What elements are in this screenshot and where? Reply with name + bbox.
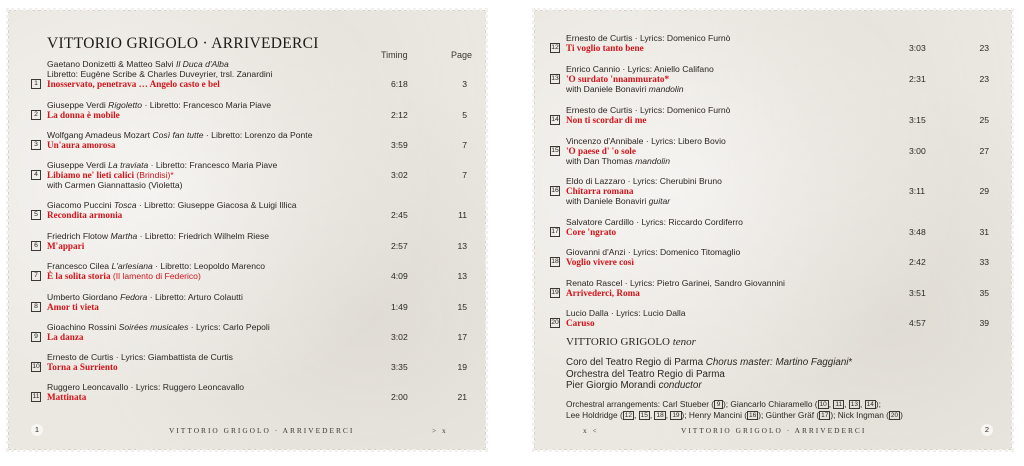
track-timing: 3:59 bbox=[391, 140, 408, 150]
track-title: Caruso bbox=[566, 318, 595, 329]
track-title: La danza bbox=[47, 332, 84, 343]
track-libretto: · Libretto: Francesco Maria Piave bbox=[148, 160, 278, 170]
track-number: 18 bbox=[551, 258, 559, 265]
track-page: 13 bbox=[457, 271, 467, 281]
album-title: VITTORIO GRIGOLO · ARRIVEDERCI bbox=[47, 35, 319, 52]
track-timing: 3:15 bbox=[909, 115, 926, 125]
track-libretto: · Libretto: Francesco Maria Piave bbox=[142, 100, 272, 110]
arrangement-credits: Orchestral arrangements: Carl Stueber ( 9 ); Giancarlo Chiaramello ( 10 , 11 , 13 , 14 ); Lee Holdridge ( 12 , 15 , 18 , 19 ); Henry Mancini ( 16 ); Günther Gräf ( 17 ); Nick Ingman ( 20 ) bbox=[566, 399, 903, 420]
track-credit: Giuseppe Verdi bbox=[47, 100, 109, 110]
track-number: 11 bbox=[32, 393, 40, 400]
track-featuring: with Dan Thomas bbox=[566, 156, 636, 167]
track-badge: 10 bbox=[819, 401, 827, 408]
track-credit: Eldo di Lazzaro · Lyrics: Cherubini Bruno bbox=[566, 176, 722, 186]
booklet-page-right bbox=[534, 10, 1012, 450]
track-instrument: mandolin bbox=[648, 84, 684, 95]
arranger-label: ) bbox=[900, 410, 903, 420]
track-number: 15 bbox=[551, 147, 559, 154]
performer-name: VITTORIO GRIGOLO bbox=[566, 336, 670, 348]
track-work: La traviata bbox=[108, 160, 149, 170]
track-work: Il Duca d'Alba bbox=[175, 59, 229, 69]
track-libretto: · Libretto: Giuseppe Giacosa & Luigi Illica bbox=[136, 200, 297, 210]
track-page: 19 bbox=[457, 362, 467, 372]
track-number: 14 bbox=[551, 116, 559, 123]
track-page: 31 bbox=[979, 227, 989, 237]
track-title: 'O paese d' 'o sole bbox=[566, 146, 636, 157]
track-timing: 6:18 bbox=[391, 79, 408, 89]
choir-name: Coro del Teatro Regio di Parma bbox=[566, 357, 706, 368]
track-number: 17 bbox=[551, 228, 559, 235]
track-credit: Gioachino Rossini bbox=[47, 322, 119, 332]
track-title: Voglio vivere così bbox=[566, 257, 634, 268]
track-number: 16 bbox=[551, 187, 559, 194]
arranger-label: ); Nick Ingman ( bbox=[830, 410, 889, 420]
column-header-timing: Timing bbox=[381, 50, 408, 60]
track-work: Soirées musicales bbox=[118, 322, 189, 332]
track-libretto: · Libretto: Friedrich Wilhelm Riese bbox=[137, 231, 270, 241]
booklet-page-left bbox=[8, 10, 486, 450]
track-page: 23 bbox=[979, 74, 989, 84]
track-timing: 3:03 bbox=[909, 43, 926, 53]
track-title: Recondita armonia bbox=[47, 210, 123, 221]
track-timing: 3:51 bbox=[909, 288, 926, 298]
track-work: Tosca bbox=[113, 200, 137, 210]
track-number: 7 bbox=[31, 271, 41, 281]
track-page: 3 bbox=[462, 79, 467, 89]
track-credit: Gaetano Donizetti & Matteo Salvi bbox=[47, 59, 176, 69]
track-credit: Wolfgang Amadeus Mozart bbox=[47, 130, 153, 140]
chorus-master: Chorus master: Martino Faggiani bbox=[705, 357, 849, 368]
page-footer: VITTORIO GRIGOLO · ARRIVEDERCI bbox=[169, 426, 355, 435]
orchestra-name: Orchestra del Teatro Regio di Parma bbox=[566, 368, 725, 380]
page-footer: VITTORIO GRIGOLO · ARRIVEDERCI bbox=[681, 426, 867, 435]
track-libretto: · Libretto: Lorenzo da Ponte bbox=[203, 130, 313, 140]
track-number: 12 bbox=[551, 44, 559, 51]
performer-role: tenor bbox=[672, 336, 696, 348]
track-title: M'appari bbox=[47, 241, 85, 252]
page-number: 2 bbox=[981, 424, 993, 436]
track-credit: Ruggero Leoncavallo · Lyrics: Ruggero Leoncavallo bbox=[47, 382, 244, 392]
page-number: 1 bbox=[31, 424, 43, 436]
track-number: 5 bbox=[31, 210, 41, 220]
track-credit: Giacomo Puccini bbox=[47, 200, 114, 210]
track-page: 39 bbox=[979, 318, 989, 328]
track-timing: 3:35 bbox=[391, 362, 408, 372]
track-credit: Ernesto de Curtis · Lyrics: Giambattista de Curtis bbox=[47, 352, 233, 362]
ensemble-credits bbox=[566, 357, 1006, 392]
conductor-role: conductor bbox=[658, 380, 702, 391]
track-libretto: · Libretto: Arturo Colautti bbox=[147, 292, 243, 302]
arranger-label: ); bbox=[875, 399, 881, 409]
track-number: 9 bbox=[31, 332, 41, 342]
track-timing: 2:57 bbox=[391, 241, 408, 251]
track-number: 8 bbox=[31, 302, 41, 312]
track-credit: Lucio Dalla · Lyrics: Lucio Dalla bbox=[566, 308, 686, 318]
track-title: Chitarra romana bbox=[566, 186, 634, 197]
track-timing: 2:45 bbox=[391, 210, 408, 220]
track-page: 11 bbox=[458, 210, 467, 220]
track-badge: 20 bbox=[890, 412, 899, 419]
track-timing: 2:12 bbox=[391, 110, 408, 120]
track-page: 33 bbox=[979, 257, 989, 267]
track-libretto: · Lyrics: Carlo Pepoli bbox=[188, 322, 270, 332]
track-title: La donna è mobile bbox=[47, 110, 120, 121]
track-page: 7 bbox=[462, 170, 467, 180]
track-work: Così fan tutte bbox=[152, 130, 204, 140]
track-page: 13 bbox=[457, 241, 467, 251]
track-timing: 3:02 bbox=[391, 170, 408, 180]
track-page: 23 bbox=[979, 43, 989, 53]
track-work: Martha bbox=[110, 231, 138, 241]
track-credit: Giuseppe Verdi bbox=[47, 160, 109, 170]
track-title: Torna a Surriento bbox=[47, 362, 118, 373]
track-number: 10 bbox=[32, 363, 40, 370]
track-title: Non ti scordar di me bbox=[566, 115, 647, 126]
track-badge: 9 bbox=[714, 400, 723, 409]
performer-credit bbox=[566, 336, 1006, 348]
track-credit: Ernesto de Curtis · Lyrics: Domenico Furnò bbox=[566, 33, 731, 43]
track-number: 6 bbox=[31, 241, 41, 251]
track-badge: 19 bbox=[672, 412, 680, 419]
track-page: 7 bbox=[462, 140, 467, 150]
track-libretto: · Libretto: Leopoldo Marenco bbox=[152, 261, 266, 271]
track-title: Mattinata bbox=[47, 392, 87, 403]
track-title: È la solita storia bbox=[47, 271, 111, 282]
arrangements-label: Orchestral arrangements: Carl Stueber ( bbox=[566, 399, 715, 409]
track-work: Fedora bbox=[120, 292, 148, 302]
track-credit: Renato Rascel · Lyrics: Pietro Garinei, Sandro Giovannini bbox=[566, 278, 785, 288]
track-timing: 4:09 bbox=[391, 271, 408, 281]
track-badge: 12 bbox=[624, 412, 632, 419]
track-badge: 17 bbox=[821, 412, 829, 419]
track-title: Amor ti vieta bbox=[47, 302, 99, 313]
track-libretto: Libretto: Eugène Scribe & Charles Duveyrier, trsl. Zanardini bbox=[47, 69, 273, 80]
track-number: 19 bbox=[551, 289, 559, 296]
track-credit: Ernesto de Curtis · Lyrics: Domenico Furnò bbox=[566, 105, 731, 115]
track-number: 3 bbox=[31, 140, 41, 150]
track-badge: 13 bbox=[850, 401, 859, 408]
track-page: 25 bbox=[979, 115, 989, 125]
track-number: 2 bbox=[31, 110, 41, 120]
track-credit: Enrico Cannio · Lyrics: Aniello Califano bbox=[566, 64, 714, 74]
track-page: 5 bbox=[462, 110, 467, 120]
track-title: Ti voglio tanto bene bbox=[566, 43, 644, 54]
track-badge: 14 bbox=[866, 401, 874, 408]
track-credit: Friedrich Flotow bbox=[47, 231, 111, 241]
track-credit: Giovanni d'Anzi · Lyrics: Domenico Titomaglio bbox=[566, 247, 741, 257]
footer-nav-next[interactable]: > x bbox=[432, 426, 448, 435]
track-title: 'O surdato 'nnammurato* bbox=[566, 74, 670, 85]
track-featuring: with Daniele Bonaviri bbox=[566, 196, 649, 207]
track-featuring: with Daniele Bonaviri bbox=[566, 84, 649, 95]
footer-nav-prev[interactable]: x < bbox=[583, 426, 599, 435]
track-timing: 4:57 bbox=[909, 318, 926, 328]
track-subtitle: (Il lamento di Federico) bbox=[110, 271, 201, 282]
track-title: Core 'ngrato bbox=[566, 227, 617, 238]
column-header-page: Page bbox=[451, 50, 473, 60]
track-badge: 18 bbox=[656, 412, 664, 419]
track-credit: Francesco Cilea bbox=[47, 261, 112, 271]
arranger-label: ); Henry Mancini ( bbox=[681, 410, 748, 420]
track-number: 1 bbox=[31, 79, 41, 89]
track-page: 27 bbox=[979, 146, 989, 156]
track-title: Libiamo ne' lieti calici bbox=[47, 170, 135, 181]
track-credit: Umberto Giordano bbox=[47, 292, 121, 302]
arranger-label: Lee Holdridge ( bbox=[566, 410, 623, 420]
track-work: Rigoletto bbox=[108, 100, 143, 110]
track-timing: 2:31 bbox=[909, 74, 926, 84]
track-timing: 3:00 bbox=[909, 146, 926, 156]
track-page: 29 bbox=[979, 186, 989, 196]
track-page: 15 bbox=[457, 302, 467, 312]
track-instrument: guitar bbox=[648, 196, 671, 207]
track-badge: 11 bbox=[835, 401, 843, 408]
track-page: 21 bbox=[457, 392, 467, 402]
track-title: Un'aura amorosa bbox=[47, 140, 116, 151]
track-timing: 3:48 bbox=[909, 227, 926, 237]
track-badge: 16 bbox=[749, 412, 757, 419]
track-title: Inosservato, penetrava … Angelo casto e bel bbox=[47, 79, 220, 90]
track-featuring: with Carmen Giannattasio (Violetta) bbox=[47, 180, 183, 191]
track-number: 20 bbox=[551, 319, 559, 326]
track-timing: 2:00 bbox=[391, 392, 408, 402]
track-timing: 1:49 bbox=[391, 302, 408, 312]
chorus-footnote-mark: * bbox=[848, 357, 853, 368]
track-page: 17 bbox=[457, 332, 467, 342]
track-credit: Vincenzo d'Annibale · Lyrics: Libero Bovio bbox=[566, 136, 726, 146]
track-number: 4 bbox=[31, 170, 41, 180]
track-subtitle: (Brindisi)* bbox=[134, 170, 174, 181]
arranger-label: ); Giancarlo Chiaramello ( bbox=[723, 399, 818, 409]
track-number: 13 bbox=[551, 75, 559, 82]
track-page: 35 bbox=[979, 288, 989, 298]
track-timing: 3:11 bbox=[909, 186, 926, 196]
track-badge: 15 bbox=[640, 412, 648, 419]
track-instrument: mandolin bbox=[635, 156, 670, 167]
track-title: Arrivederci, Roma bbox=[566, 288, 640, 299]
track-work: L'arlesiana bbox=[111, 261, 153, 271]
arranger-label: ); Günther Gräf ( bbox=[758, 410, 820, 420]
track-credit: Salvatore Cardillo · Lyrics: Riccardo Cordiferro bbox=[566, 217, 743, 227]
track-timing: 2:42 bbox=[909, 257, 926, 267]
track-timing: 3:02 bbox=[391, 332, 408, 342]
conductor-name: Pier Giorgio Morandi bbox=[566, 380, 659, 391]
